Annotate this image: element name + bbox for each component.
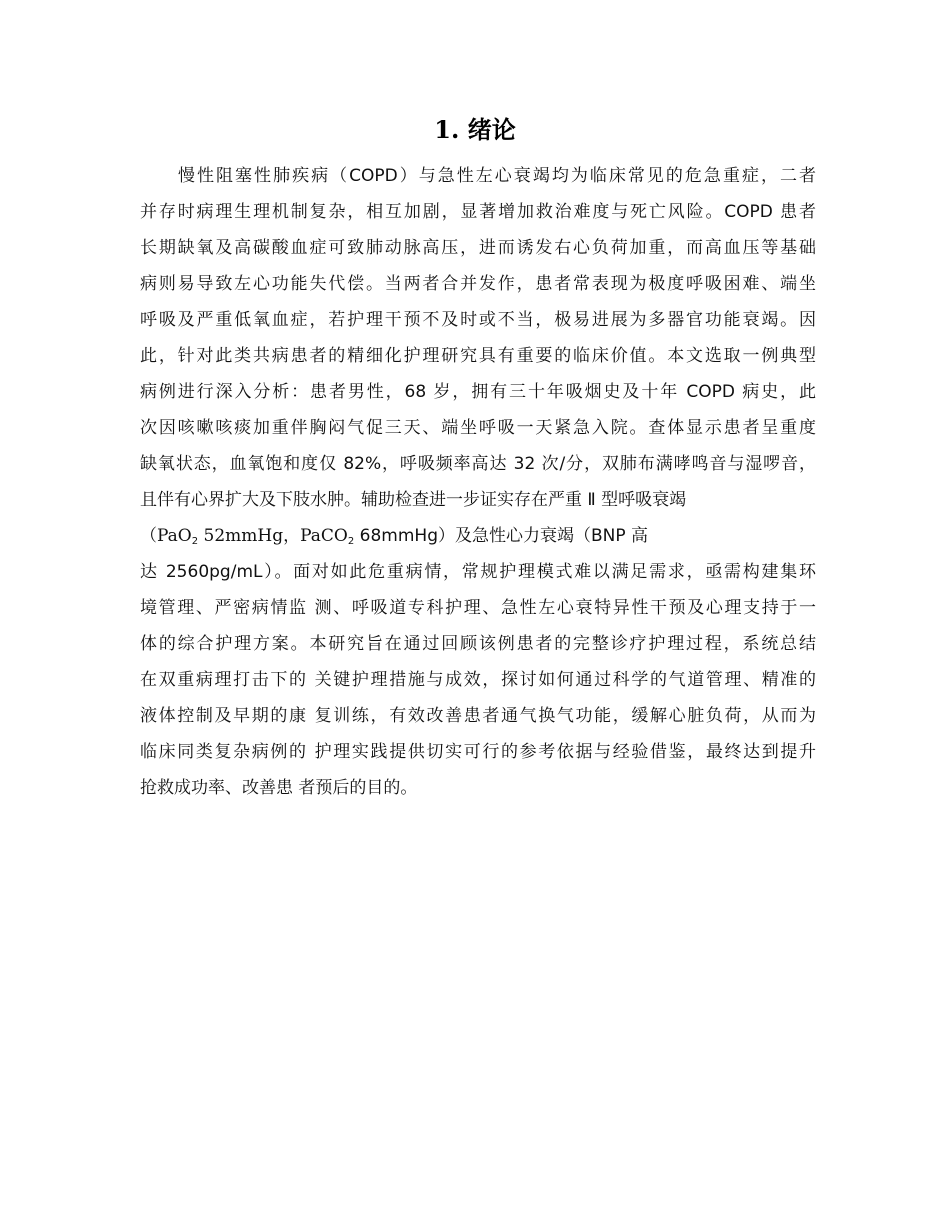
paragraph-line: 缺氧状态，血氧饱和度仅 82%，呼吸频率高达 32 次/分，双肺布满哮鸣音与湿啰音， bbox=[140, 454, 816, 474]
paragraph-line: 液体控制及早期的康 复训练，有效改善患者通气换气功能，缓解心脏负荷，从而为 bbox=[140, 706, 816, 726]
paragraph-line-last: 抢救成功率、改善患 者预后的目的。 bbox=[140, 778, 418, 798]
paragraph-line: 境管理、严密病情监 测、呼吸道专科护理、急性左心衰特异性干预及心理支持于一 bbox=[140, 598, 816, 618]
open-paren: （ bbox=[140, 526, 157, 546]
paco2-label: PaCO bbox=[300, 526, 348, 546]
paragraph-line: 长期缺氧及高碳酸血症可致肺动脉高压，进而诱发右心负荷加重，而高血压等基础 bbox=[140, 238, 816, 258]
paco2-subscript: 2 bbox=[347, 536, 355, 547]
paragraph-line: 次因咳嗽咳痰加重伴胸闷气促三天、端坐呼吸一天紧急入院。查体显示患者呈重度 bbox=[140, 418, 816, 438]
paragraph-line: 在双重病理打击下的 关键护理措施与成效，探讨如何通过科学的气道管理、精准的 bbox=[140, 670, 816, 690]
paragraph-line: 临床同类复杂病例的 护理实践提供切实可行的参考依据与经验借鉴，最终达到提升 bbox=[140, 742, 816, 762]
pao2-label: PaO bbox=[157, 526, 192, 546]
paragraph-line: 并存时病理生理机制复杂，相互加剧，显著增加救治难度与死亡风险。COPD 患者 bbox=[140, 202, 816, 222]
paragraph-line: 病例进行深入分析：患者男性，68 岁，拥有三十年吸烟史及十年 COPD 病史，此 bbox=[140, 382, 816, 402]
paragraph-line: 且伴有心界扩大及下肢水肿。辅助检查进一步证实存在严重 Ⅱ 型呼吸衰竭 bbox=[140, 490, 687, 510]
paragraph-line: 体的综合护理方案。本研究旨在通过回顾该例患者的完整诊疗护理过程，系统总结 bbox=[140, 634, 816, 654]
pao2-subscript: 2 bbox=[191, 536, 199, 547]
paragraph-line: 达 2560pg/mL）。面对如此危重病情，常规护理模式难以满足需求，亟需构建集环 bbox=[140, 562, 816, 582]
paragraph-line: 此，针对此类共病患者的精细化护理研究具有重要的临床价值。本文选取一例典型 bbox=[140, 346, 816, 366]
pao2-value: 52mmHg， bbox=[198, 526, 301, 546]
paragraph-line: 呼吸及严重低氧血症，若护理干预不及时或不当，极易进展为多器官功能衰竭。因 bbox=[140, 310, 816, 330]
paragraph-line-blood-gas bbox=[140, 521, 648, 551]
paragraph-line: 慢性阻塞性肺疾病（COPD）与急性左心衰竭均为临床常见的危急重症，二者 bbox=[178, 166, 816, 186]
paco2-value: 68mmHg）及急性心力衰竭（BNP 高 bbox=[354, 526, 649, 546]
paragraph-line: 病则易导致左心功能失代偿。当两者合并发作，患者常表现为极度呼吸困难、端坐 bbox=[140, 274, 816, 294]
section-heading: 1. 绪论 bbox=[434, 115, 516, 144]
